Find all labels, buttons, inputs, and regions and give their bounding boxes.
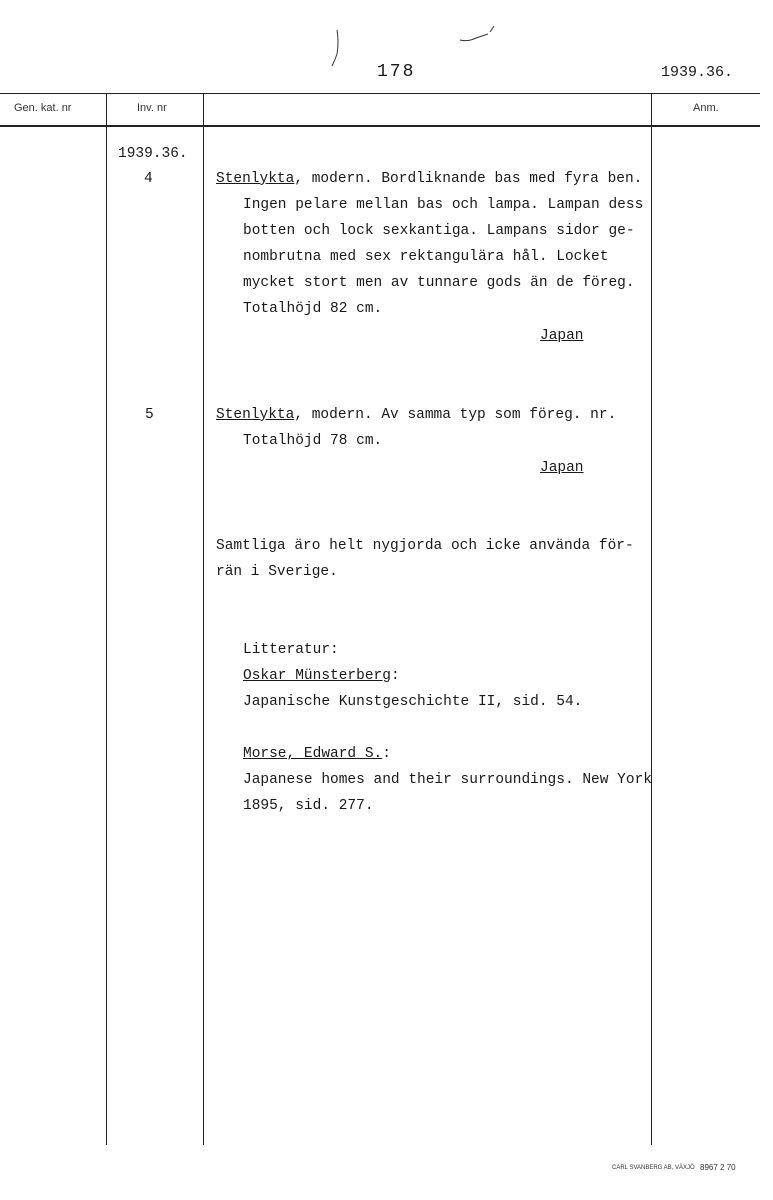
entry-line: nombrutna med sex rektangulära hål. Locket [243, 249, 609, 265]
entry-line: Ingen pelare mellan bas och lampa. Lampan dess [243, 197, 644, 213]
header-bottom-rule [0, 125, 760, 127]
entry-first-line-rest: , modern. Bordliknande bas med fyra ben. [294, 171, 643, 187]
column-divider-1 [106, 93, 107, 1145]
literature-author [243, 663, 652, 689]
literature-section [243, 637, 652, 819]
entry-inv-number: 4 [144, 171, 153, 187]
entry-first-line [216, 402, 616, 428]
entry-title: Stenlykta [216, 171, 295, 187]
handwritten-marks [320, 22, 520, 72]
header-top-rule [0, 93, 760, 94]
entry-origin: Japan [540, 460, 584, 476]
literature-title: 1895, sid. 277. [243, 798, 374, 814]
column-header-anm: Anm. [693, 102, 719, 114]
entry-first-line [216, 166, 643, 192]
entry-title: Stenlykta [216, 407, 295, 423]
literature-author [243, 741, 652, 767]
entry-inv-number: 5 [145, 407, 154, 423]
entry-description [216, 166, 643, 322]
footer-code: 8967 2 70 [700, 1163, 736, 1172]
literature-title: Japanese homes and their surroundings. New York [243, 772, 652, 788]
footer-printer: CARL SVANBERG AB, VÄXJÖ [612, 1165, 695, 1171]
accession-label: 1939.36. [118, 146, 188, 162]
literature-author-suffix: : [382, 746, 391, 762]
column-divider-3 [651, 93, 652, 1145]
entry-first-line-rest: , modern. Av samma typ som föreg. nr. [294, 407, 617, 423]
column-header-inv: Inv. nr [137, 102, 167, 114]
entry-description [216, 402, 616, 454]
entry-line: botten och lock sexkantiga. Lampans sidor ge- [243, 223, 635, 239]
entry-line: Totalhöjd 82 cm. [243, 301, 383, 317]
column-divider-2 [203, 93, 204, 1145]
page-number: 178 [377, 62, 416, 82]
literature-heading: Litteratur: [243, 642, 339, 658]
note-line: Samtliga äro helt nygjorda och icke använda för- [216, 538, 634, 554]
general-note [216, 533, 634, 585]
literature-title: Japanische Kunstgeschichte II, sid. 54. [243, 694, 583, 710]
entry-origin: Japan [540, 328, 584, 344]
entry-line: mycket stort men av tunnare gods än de föreg. [243, 275, 635, 291]
column-header-gen-kat: Gen. kat. nr [14, 102, 72, 114]
literature-author-name: Morse, Edward S. [243, 746, 383, 762]
header-accession-number: 1939.36. [661, 64, 734, 81]
literature-author-name: Oskar Münsterberg [243, 668, 391, 684]
note-line: rän i Sverige. [216, 564, 338, 580]
literature-author-suffix: : [390, 668, 400, 684]
entry-line: Totalhöjd 78 cm. [243, 433, 383, 449]
